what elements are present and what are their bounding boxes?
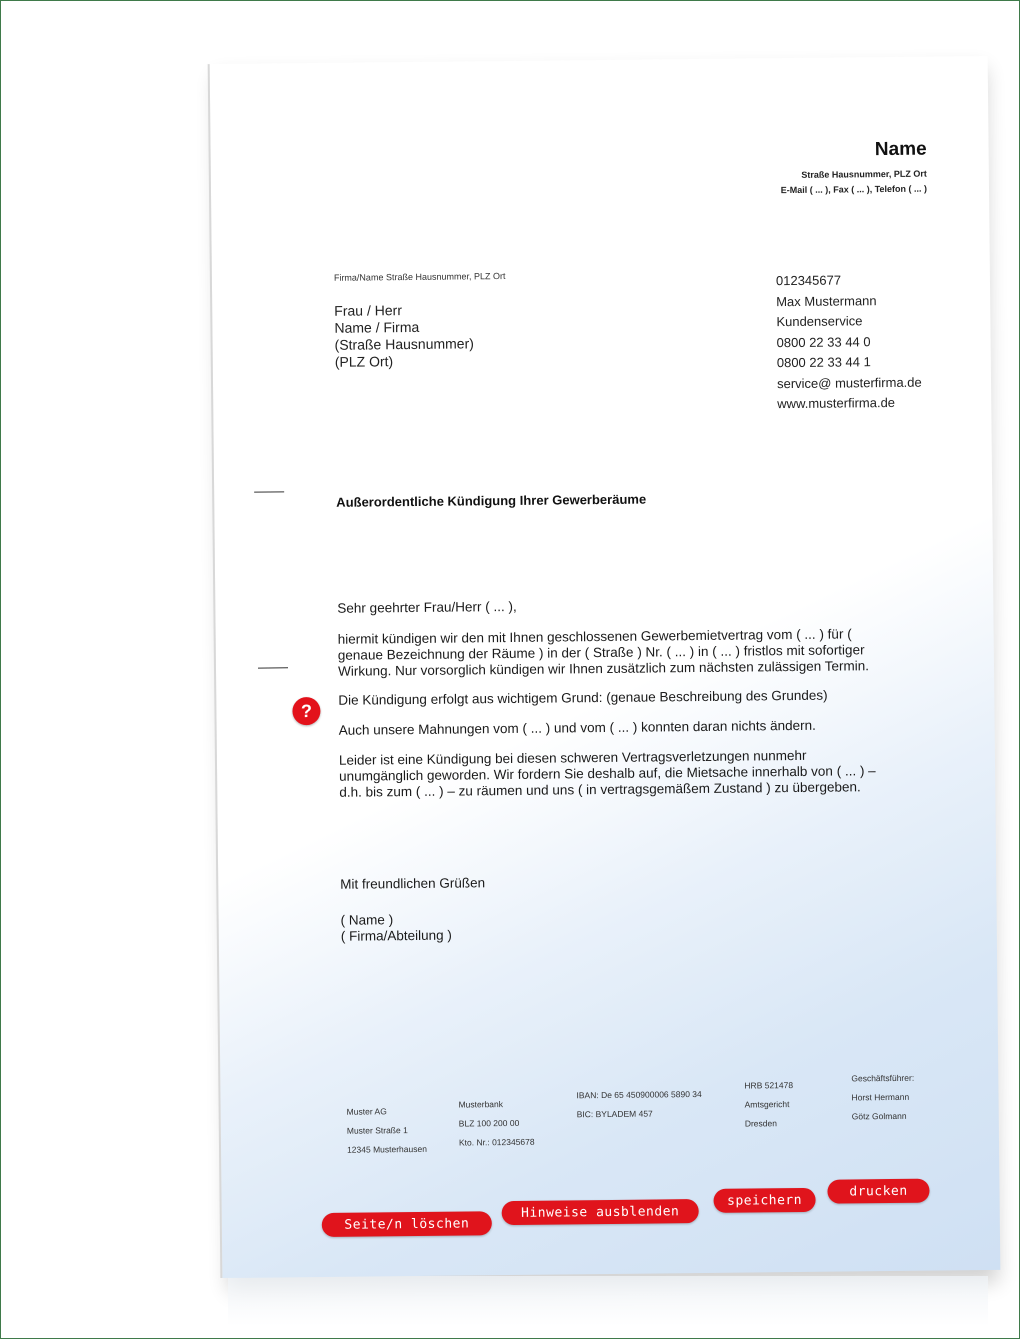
info-line: www.musterfirma.de xyxy=(777,394,896,412)
info-line: 0800 22 33 44 0 xyxy=(776,333,871,350)
signature-department: ( Firma/Abteilung ) xyxy=(340,927,452,944)
info-line: 012345677 xyxy=(775,272,842,289)
body-paragraph: hiermit kündigen wir den mit Ihnen geschlossenen Gewerbemietvertrag vom ( ... ) für ( genaue Bezeichnung der Räume ) in der ( Straße ) Nr. ( ... ) in ( ... ) fristlos mit sofortiger Wirkung. Nur vorsorglich kündigen wir Ihnen zusätzlich zum nächsten zulässigen Termin. xyxy=(337,626,870,679)
footer-line: IBAN: De 65 450900006 5890 34 xyxy=(576,1089,702,1101)
save-button[interactable]: speichern xyxy=(713,1188,815,1213)
signature-name: ( Name ) xyxy=(340,912,394,928)
footer-company xyxy=(347,1102,427,1160)
footer-line: Muster AG xyxy=(346,1106,387,1117)
footer-iban xyxy=(576,1085,702,1124)
footer-line: Geschäftsführer: xyxy=(851,1072,915,1084)
body-paragraph: Leider ist eine Kündigung bei diesen schweren Vertragsverletzungen nunmehr unumgänglich geworden. Wir fordern Sie deshalb auf, die Mietsache innerhalb von ( ... ) – d.h. bis zum ( ... ) – zu räumen und uns ( in vertragsgemäßem Zustand ) zu übergeben. xyxy=(338,747,876,800)
letter-body xyxy=(337,595,886,945)
recipient-line: (PLZ Ort) xyxy=(334,353,394,370)
footer-register xyxy=(744,1076,793,1134)
footer-line: 12345 Musterhausen xyxy=(346,1143,427,1155)
print-button[interactable]: drucken xyxy=(827,1179,929,1204)
recipient-address xyxy=(334,301,474,370)
footer-line: Muster Straße 1 xyxy=(346,1125,408,1136)
body-paragraph: Die Kündigung erfolgt aus wichtigem Grund: (genaue Beschreibung des Grundes) xyxy=(338,687,828,708)
info-line: service@ musterfirma.de xyxy=(776,374,922,391)
footer-management xyxy=(851,1069,914,1127)
letter-subject: Außerordentliche Kündigung Ihrer Gewerberäume xyxy=(336,491,647,510)
recipient-line: Frau / Herr xyxy=(334,302,403,319)
info-line: 0800 22 33 44 1 xyxy=(776,354,871,371)
fold-mark-middle xyxy=(258,667,288,668)
footer-line: Kto. Nr.: 012345678 xyxy=(458,1136,535,1148)
sender-return-line: Firma/Name Straße Hausnummer, PLZ Ort xyxy=(333,271,506,283)
footer-line: BIC: BYLADEM 457 xyxy=(576,1108,653,1120)
letterhead-contact: E-Mail ( ... ), Fax ( ... ), Telefon ( ... ) xyxy=(780,183,928,196)
closing: Mit freundlichen Grüßen xyxy=(340,875,486,892)
info-line: Kundenservice xyxy=(776,313,863,330)
delete-pages-button[interactable]: Seite/n löschen xyxy=(322,1211,492,1237)
letterhead-name: Name xyxy=(874,138,927,161)
salutation: Sehr geehrter Frau/Herr ( ... ), xyxy=(337,598,517,616)
fold-mark-top xyxy=(254,491,284,492)
info-line: Max Mustermann xyxy=(776,292,877,309)
footer-line: Amtsgericht xyxy=(744,1099,790,1110)
sheet-reflection xyxy=(228,1276,988,1326)
recipient-line: (Straße Hausnummer) xyxy=(334,335,474,353)
footer-line: Musterbank xyxy=(458,1099,504,1110)
help-icon[interactable]: ? xyxy=(292,697,320,725)
footer-line: Dresden xyxy=(744,1118,777,1129)
body-paragraph: Auch unsere Mahnungen vom ( ... ) und vom ( ... ) konnten daran nichts ändern. xyxy=(338,717,816,738)
hide-hints-button[interactable]: Hinweise ausblenden xyxy=(502,1199,699,1225)
letterhead-address: Straße Hausnummer, PLZ Ort xyxy=(801,168,927,180)
document-page xyxy=(208,56,1001,1278)
footer-line: HRB 521478 xyxy=(744,1080,794,1091)
footer-line: BLZ 100 200 00 xyxy=(458,1117,520,1129)
info-block xyxy=(776,270,922,415)
footer-line: Horst Hermann xyxy=(851,1091,910,1103)
footer-bank xyxy=(458,1095,534,1153)
recipient-line: Name / Firma xyxy=(334,318,420,336)
footer-line: Götz Golmann xyxy=(851,1110,907,1122)
